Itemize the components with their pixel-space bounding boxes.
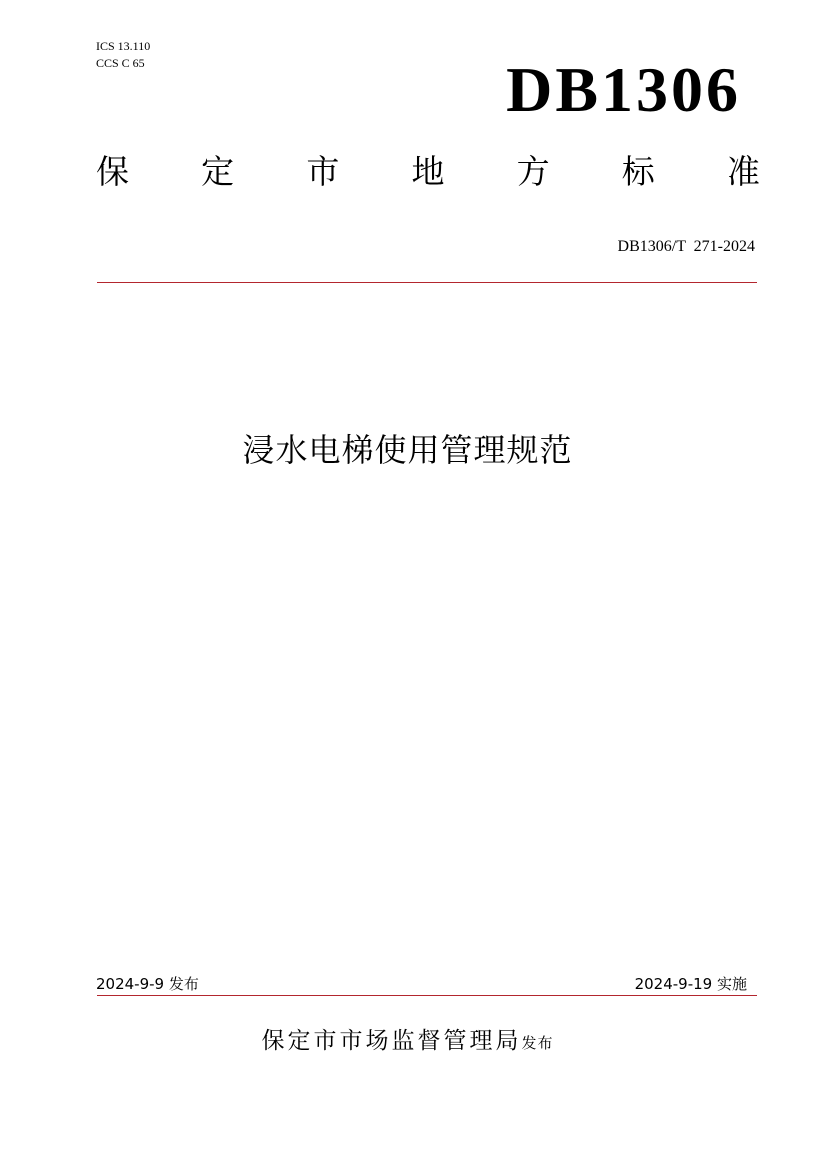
document-title: 浸水电梯使用管理规范 <box>242 431 573 469</box>
publish-date: 2024-9-9 发布 <box>96 975 199 993</box>
standard-number: DB1306/T 271-2024 <box>617 238 755 255</box>
top-divider <box>97 282 757 283</box>
standard-type-char: 定 <box>201 152 235 191</box>
standard-type-char: 准 <box>726 152 760 191</box>
standard-type-char: 地 <box>411 152 445 191</box>
standard-type-char: 方 <box>516 152 550 191</box>
implement-date: 2024-9-19 实施 <box>634 975 747 993</box>
classification-codes <box>96 38 150 72</box>
bottom-divider <box>97 995 757 996</box>
standard-type-char: 市 <box>306 152 340 191</box>
standard-type-heading <box>96 150 760 194</box>
ccs-code: CCS C 65 <box>96 56 145 70</box>
standard-type-char: 标 <box>621 152 655 191</box>
issuer-name: 保定市市场监督管理局 <box>261 1028 522 1054</box>
ics-code: ICS 13.110 <box>96 39 151 53</box>
standard-code-mark: DB1306 <box>506 54 741 125</box>
issuer-line <box>0 1022 815 1055</box>
issuer-suffix: 发布 <box>521 1034 554 1052</box>
standard-type-char: 保 <box>96 152 129 191</box>
